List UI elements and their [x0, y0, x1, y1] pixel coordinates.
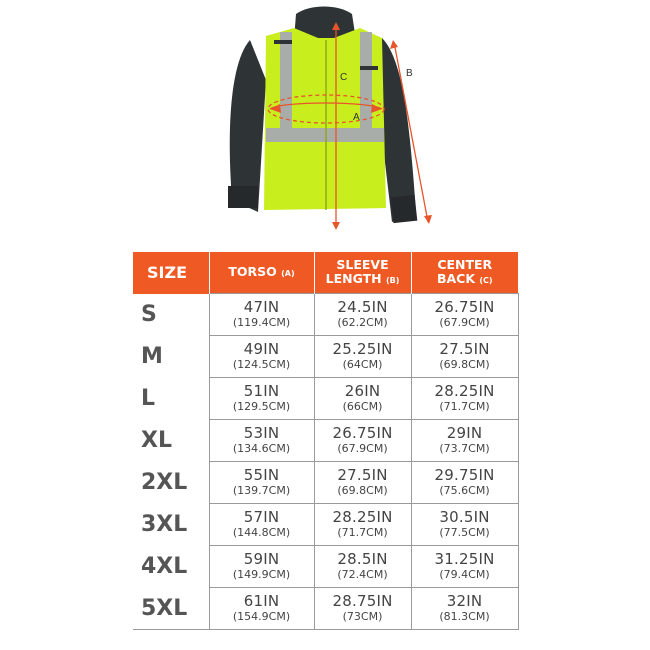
sleeve-cell — [314, 588, 411, 630]
table-row — [133, 336, 518, 378]
back-inches: 29.75IN — [434, 466, 495, 484]
back-inches: 26.75IN — [434, 298, 495, 316]
sleeve-cm: (64CM) — [342, 358, 383, 371]
back-cell — [411, 378, 518, 420]
back-inches: 28.25IN — [434, 382, 495, 400]
back-inches: 30.5IN — [439, 508, 490, 526]
back-cm: (77.5CM) — [439, 526, 490, 539]
torso-cell — [209, 294, 314, 336]
header-torso-label: TORSO — [228, 263, 277, 279]
back-cm: (81.3CM) — [439, 610, 490, 623]
sleeve-cm: (69.8CM) — [337, 484, 388, 497]
horizontal-stripe — [266, 128, 384, 142]
torso-cm: (119.4CM) — [232, 316, 291, 329]
size-label: M — [133, 336, 209, 378]
left-cuff — [228, 186, 258, 208]
torso-cell — [209, 546, 314, 588]
sleeve-cell — [314, 420, 411, 462]
torso-cm: (144.8CM) — [232, 526, 291, 539]
table-row — [133, 504, 518, 546]
back-cell — [411, 420, 518, 462]
back-cell — [411, 546, 518, 588]
sleeve-cm: (66CM) — [342, 400, 383, 413]
sleeve-inches: 27.5IN — [337, 466, 388, 484]
torso-inches: 57IN — [243, 508, 280, 526]
back-inches: 27.5IN — [439, 340, 490, 358]
back-cell — [411, 588, 518, 630]
back-cm: (75.6CM) — [439, 484, 490, 497]
header-back-line1: CENTER — [437, 256, 493, 272]
torso-cell — [209, 336, 314, 378]
size-label: L — [133, 378, 209, 420]
sleeve-inches: 28.75IN — [332, 592, 393, 610]
pocket-flap — [360, 66, 378, 70]
sleeve-cell — [314, 462, 411, 504]
back-cm: (69.8CM) — [439, 358, 490, 371]
torso-cell — [209, 420, 314, 462]
header-back-line2: BACK — [436, 270, 475, 286]
back-inches: 29IN — [446, 424, 483, 442]
label-c: C — [340, 72, 348, 83]
table-header-row — [133, 252, 518, 294]
sleeve-cm: (73CM) — [342, 610, 383, 623]
torso-cell — [209, 462, 314, 504]
torso-cm: (139.7CM) — [232, 484, 291, 497]
torso-cm: (149.9CM) — [232, 568, 291, 581]
back-cell — [411, 504, 518, 546]
back-cm: (79.4CM) — [439, 568, 490, 581]
size-label: 5XL — [133, 588, 209, 630]
table-row — [133, 294, 518, 336]
sleeve-inches: 26.75IN — [332, 424, 393, 442]
torso-cell — [209, 378, 314, 420]
sleeve-cm: (67.9CM) — [337, 442, 388, 455]
torso-inches: 51IN — [243, 382, 280, 400]
size-label: 2XL — [133, 462, 209, 504]
back-cm: (73.7CM) — [439, 442, 490, 455]
table-row — [133, 420, 518, 462]
back-cell — [411, 462, 518, 504]
sleeve-inches: 28.25IN — [332, 508, 393, 526]
torso-cm: (129.5CM) — [232, 400, 291, 413]
header-sleeve-line2: LENGTH — [325, 270, 382, 286]
table-row — [133, 546, 518, 588]
sleeve-cell — [314, 504, 411, 546]
torso-inches: 49IN — [243, 340, 280, 358]
torso-inches: 53IN — [243, 424, 280, 442]
header-size: SIZE — [133, 252, 209, 294]
size-label: 3XL — [133, 504, 209, 546]
sleeve-inches: 25.25IN — [332, 340, 393, 358]
torso-cm: (134.6CM) — [232, 442, 291, 455]
back-inches: 31.25IN — [434, 550, 495, 568]
sleeve-inches: 28.5IN — [337, 550, 388, 568]
right-cuff — [391, 195, 418, 223]
sleeve-cell — [314, 546, 411, 588]
back-cm: (67.9CM) — [439, 316, 490, 329]
back-cell — [411, 336, 518, 378]
collar-band — [274, 40, 292, 44]
sleeve-cm: (71.7CM) — [337, 526, 388, 539]
sleeve-inches: 26IN — [344, 382, 381, 400]
torso-inches: 47IN — [243, 298, 280, 316]
jacket-measurement-diagram — [210, 0, 450, 240]
header-torso — [209, 252, 314, 294]
torso-cell — [209, 588, 314, 630]
size-label: XL — [133, 420, 209, 462]
header-torso-sub: (A) — [281, 268, 295, 278]
size-label: S — [133, 294, 209, 336]
label-b: B — [406, 68, 413, 79]
torso-cell — [209, 504, 314, 546]
sleeve-cm: (72.4CM) — [337, 568, 388, 581]
header-back — [411, 252, 518, 294]
header-sleeve — [314, 252, 411, 294]
sleeve-cm: (62.2CM) — [337, 316, 388, 329]
right-vertical-stripe — [360, 32, 372, 142]
header-back-sub: (C) — [479, 275, 493, 285]
torso-inches: 55IN — [243, 466, 280, 484]
torso-inches: 61IN — [243, 592, 280, 610]
back-inches: 32IN — [446, 592, 483, 610]
table-row — [133, 588, 518, 630]
header-sleeve-line1: SLEEVE — [336, 256, 389, 272]
left-vertical-stripe — [280, 32, 292, 142]
sleeve-inches: 24.5IN — [337, 298, 388, 316]
table-row — [133, 378, 518, 420]
table-row — [133, 462, 518, 504]
sleeve-cell — [314, 336, 411, 378]
header-sleeve-sub: (B) — [385, 275, 400, 285]
label-a: A — [353, 112, 360, 123]
sleeve-cell — [314, 378, 411, 420]
size-chart-table — [133, 252, 519, 630]
torso-cm: (154.9CM) — [232, 610, 291, 623]
size-label: 4XL — [133, 546, 209, 588]
back-cell — [411, 294, 518, 336]
torso-inches: 59IN — [243, 550, 280, 568]
sleeve-cell — [314, 294, 411, 336]
torso-cm: (124.5CM) — [232, 358, 291, 371]
back-cm: (71.7CM) — [439, 400, 490, 413]
